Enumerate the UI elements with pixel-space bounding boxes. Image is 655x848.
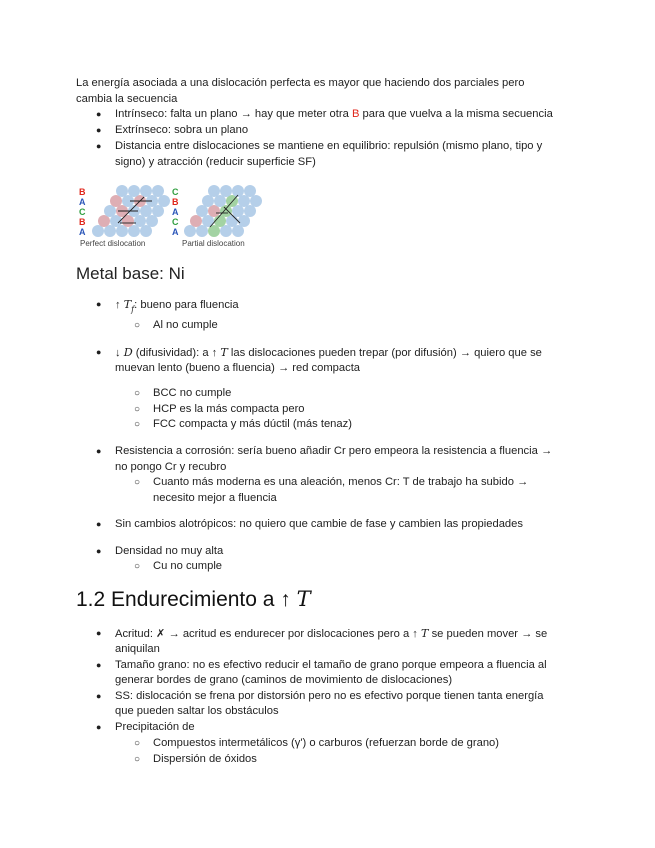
- sub-bullet: ○: [134, 404, 141, 415]
- down-arrow-icon: ↓: [115, 347, 121, 359]
- letter-left-2: C: [79, 207, 86, 217]
- sub-bullet: ○: [134, 738, 141, 749]
- intro-line-2: cambia la secuencia: [76, 93, 178, 105]
- section-title-text: 1.2 Endurecimiento a: [76, 588, 281, 611]
- up-arrow-icon: ↑: [115, 299, 121, 311]
- bullet-intrinseco: [115, 107, 553, 122]
- bullet-ss-line-1: SS: dislocación se frena por distorsión pero no es efectivo porque tienen tanta energía: [115, 690, 544, 702]
- bullet: ●: [96, 347, 102, 357]
- bullet-corrosion-line-1: Resistencia a corrosión: sería bueno añadir Cr pero empeora la resistencia a fluencia →: [115, 445, 553, 457]
- up-arrow-icon: ↑: [412, 628, 418, 640]
- bullet: ●: [96, 141, 102, 151]
- bullet: ●: [96, 109, 102, 119]
- sub-item-cu: Cu no cumple: [153, 560, 223, 572]
- letter-left-4: A: [79, 227, 86, 237]
- letter-right-2: A: [172, 207, 179, 217]
- letter-right-0: C: [172, 187, 179, 197]
- dislocation-figure: [78, 183, 268, 249]
- letter-left-1: A: [79, 197, 86, 207]
- symbol-d: D: [123, 346, 133, 359]
- highlight-b: B: [351, 108, 360, 120]
- partial-dislocation-diagram: [172, 185, 262, 248]
- bullet-densidad: Densidad no muy alta: [115, 545, 224, 557]
- perfect-dislocation-caption: Perfect dislocation: [80, 239, 146, 248]
- bullet: ●: [96, 628, 102, 638]
- sub-item-fcc: FCC compacta y más dúctil (más tenaz): [153, 418, 352, 430]
- up-arrow-icon: ↑: [211, 347, 218, 359]
- bullet-acritud-line-2: aniquilan: [115, 643, 160, 655]
- section-title-endurecimiento: [76, 586, 311, 613]
- bullet-precipitacion: Precipitación de: [115, 721, 195, 733]
- symbol-t: T: [220, 346, 228, 359]
- section-title-metal-base: Metal base: Ni: [76, 264, 185, 283]
- sub-bullet: ○: [134, 754, 141, 765]
- bullet-acritud-text-end: se pueden mover → se: [428, 628, 548, 640]
- bullet-extrinseco: Extrínseco: sobra un plano: [115, 124, 249, 136]
- bullet: ●: [96, 660, 102, 670]
- perfect-dislocation-diagram: [79, 185, 170, 248]
- bullet: ●: [96, 722, 102, 732]
- intro-line-1: La energía asociada a una dislocación perfecta es mayor que haciendo dos parciales pero: [76, 77, 525, 89]
- bullet-acritud-line-1: [115, 626, 547, 642]
- bullet: ●: [96, 446, 102, 456]
- bullet-tf-text: : bueno para fluencia: [134, 299, 239, 311]
- bullet-d-line-1: [115, 345, 542, 361]
- letter-right-4: A: [172, 227, 179, 237]
- sub-item-al: Al no cumple: [153, 319, 218, 331]
- bullet-d-text: (difusividad): a: [132, 347, 212, 359]
- sub-bullet: ○: [134, 388, 141, 399]
- bullet-grano-line-2: generar bordes de grano (caminos de movimiento de dislocaciones): [115, 674, 453, 686]
- symbol-t: T: [123, 298, 132, 311]
- sub-item-oxidos: Dispersión de óxidos: [153, 753, 257, 765]
- bullet-intrinseco-text: Intrínseco: falta un plano → hay que meter otra: [115, 108, 352, 120]
- letter-right-1: B: [172, 197, 179, 207]
- bullet-d-text-end: las dislocaciones pueden trepar (por difusión) → quiero que se: [227, 347, 542, 359]
- bullet-corrosion-line-2: no pongo Cr y recubro: [115, 461, 227, 473]
- sub-bullet: ○: [134, 320, 141, 331]
- bullet-ss-line-2: que pueden saltar los obstáculos: [115, 705, 279, 717]
- bullet: ●: [96, 519, 102, 529]
- letter-left-3: B: [79, 217, 86, 227]
- bullet: ●: [96, 546, 102, 556]
- symbol-t: T: [296, 587, 311, 611]
- sub-bullet: ○: [134, 561, 141, 572]
- sub-bullet: ○: [134, 419, 141, 430]
- letter-right-3: C: [172, 217, 179, 227]
- bullet-distancia-line-2: signo) y atracción (reducir superficie SF): [115, 156, 316, 168]
- sub-item-cr-line-2: necesito mejor a fluencia: [153, 492, 277, 504]
- subscript-f: f: [131, 305, 135, 314]
- bullet-grano-line-1: Tamaño grano: no es efectivo reducir el tamaño de grano porque empeora a fluencia al: [115, 659, 547, 671]
- bullet: ●: [96, 691, 102, 701]
- bullet-intrinseco-text-end: para que vuelva a la misma secuencia: [359, 108, 553, 120]
- bullet: ●: [96, 125, 102, 135]
- sub-item-cr-line-1: Cuanto más moderna es una aleación, menos Cr: T de trabajo ha subido →: [153, 476, 529, 488]
- sub-item-compuestos: Compuestos intermetálicos (γ') o carburos (refuerzan borde de grano): [153, 737, 499, 749]
- symbol-t: T: [421, 627, 429, 640]
- bullet-alotropicos: Sin cambios alotrópicos: no quiero que cambie de fase y cambien las propiedades: [115, 518, 523, 530]
- bullet-acritud-text: Acritud: ✗ → acritud es endurecer por dislocaciones pero a: [115, 628, 413, 640]
- sub-item-bcc: BCC no cumple: [153, 387, 232, 399]
- sub-item-hcp: HCP es la más compacta pero: [153, 403, 305, 415]
- bullet-distancia-line-1: Distancia entre dislocaciones se mantiene en equilibrio: repulsión (mismo plano, tipo y: [115, 140, 543, 152]
- sub-bullet: ○: [134, 477, 141, 488]
- partial-dislocation-caption: Partial dislocation: [182, 239, 245, 248]
- bullet-tf: [115, 297, 239, 317]
- bullet-d-line-2: muevan lento (bueno a fluencia) → red compacta: [115, 362, 361, 374]
- letter-left-0: B: [79, 187, 86, 197]
- bullet: ●: [96, 299, 102, 309]
- up-arrow-icon: ↑: [280, 588, 291, 611]
